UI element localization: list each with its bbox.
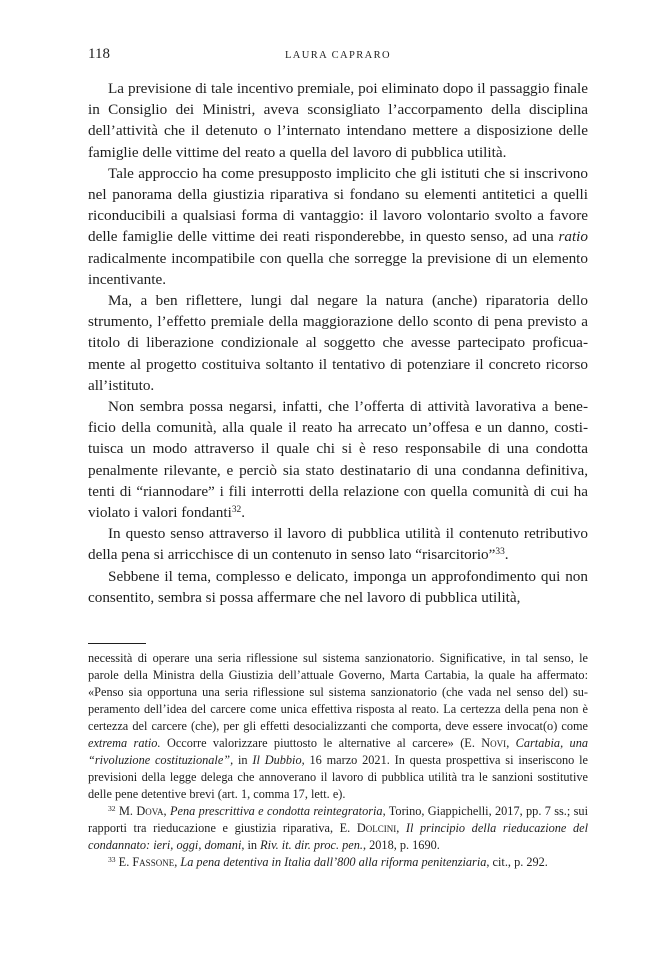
paragraph: Sebbene il tema, complesso e delicato, imponga un approfondimento qui non consentito, sembra si possa affermare che nel lavoro di pubblica utilità, [88, 567, 588, 606]
paragraph: Non sembra possa negarsi, infatti, che l’offerta di attività lavorativa a beneficio della comunità, alla quale il reato ha arrecato un’offesa e un danno, costituisca un modo attraverso il quale chi si è reso responsabile di una condotta penalmente rilevante, e perciò sia stato destinatario di una condanna definitiva, tenti di “riannodare” i fili interrotti della relazione con quella comunità di cui ha violato i valori fondanti$^{32}$. [88, 398, 588, 522]
paragraph: La previsione di tale incentivo premiale, poi eliminato dopo il passaggio finale in Consiglio dei Ministri, aveva sconsigliato l’accorpamento della disciplina dell’attività che il detenuto o l’internato intendano mettere a disposizione delle famiglie delle vittime del reato a quella del lavoro di pubblica utilità. [88, 80, 588, 161]
footnote-number: 33 [108, 854, 116, 864]
paragraph: In questo senso attraverso il lavoro di pubblica utilità il contenuto retributivo della pena si arricchisce di un contenuto in senso lato “risarcitorio”$^{33}$. [88, 525, 588, 564]
running-head [88, 46, 588, 68]
running-title: LAURA CAPRARO [284, 50, 391, 61]
body-text [88, 78, 588, 608]
page-number: 118 [88, 46, 110, 62]
page [88, 46, 588, 871]
footnote-33: $^{33}$ E. Fassone, La pena detentiva in Italia dall’800 alla riforma penitenziaria, cit., p. 292. [108, 854, 548, 870]
footnote-continuation: necessità di operare una seria riflessione sul sistema sanzionatorio. Significative, in tal senso, le parole della Ministra della Giustizia dell’attuale Governo, Marta Cartabia, la quale ha affermato: «Penso sia opportuna una seria riflessione sul sistema sanzionatorio (che vada nel senso del) superamento dell’idea del carcere come unica effettiva risposta al reato. La certezza della pena non è certezza del carcere (che), per gli effetti desocializzanti che comporta, deve essere invocat(o) come extrema ratio. Occorre valorizzare piuttosto le alternative al carcere» (E. Novi, Cartabia, una “rivoluzione costituzionale”, in Il Dubbio, 16 marzo 2021. In questa prospettiva si inseriscono le previsioni della legge delega che annoverano il lavoro di pubblica utilità tra le sanzioni sostitutive delle pene detentive brevi (art. 1, comma 17, lett. e). [88, 651, 589, 802]
paragraph: Tale approccio ha come presupposto implicito che gli istituti che si inscrivono nel panorama della giustizia riparativa si fondano su elementi antitetici a quelli riconducibili a qualsiasi forma di vantaggio: il lavoro volontario svolto a favore delle famiglie delle vittime dei reati risponderebbe, in questo senso, ad una ratio radicalmente incompatibile con quella che sorregge la previsione di un elemento incentivante. [88, 164, 588, 288]
footnote-number: 32 [108, 803, 116, 813]
footnote-32: $^{32}$ M. Dova, Pena prescrittiva e condotta reintegratoria, Torino, Giappichelli, 2017, pp. 7 ss.; sui rapporti tra rieducazione e giustizia riparativa, E. Dolcini, Il principio della rieducazione del condannato: ieri, oggi, domani, in Riv. it. dir. proc. pen., 2018, p. 1690. [88, 803, 589, 853]
footnote-ref: 33 [495, 547, 505, 558]
footnote-separator [88, 643, 146, 644]
footnotes [88, 650, 588, 871]
footnote-ref: 32 [231, 504, 242, 515]
paragraph: Ma, a ben riflettere, lungi dal negare la natura (anche) riparatoria dello strumento, l’effetto premiale della maggiorazione dello sconto di pena previsto a titolo di liberazione condizionale al soggetto che avesse partecipato proficuamente al progetto costituiva soltanto il tentativo di potenziare il concreto ricorso all’istituto. [88, 292, 588, 394]
